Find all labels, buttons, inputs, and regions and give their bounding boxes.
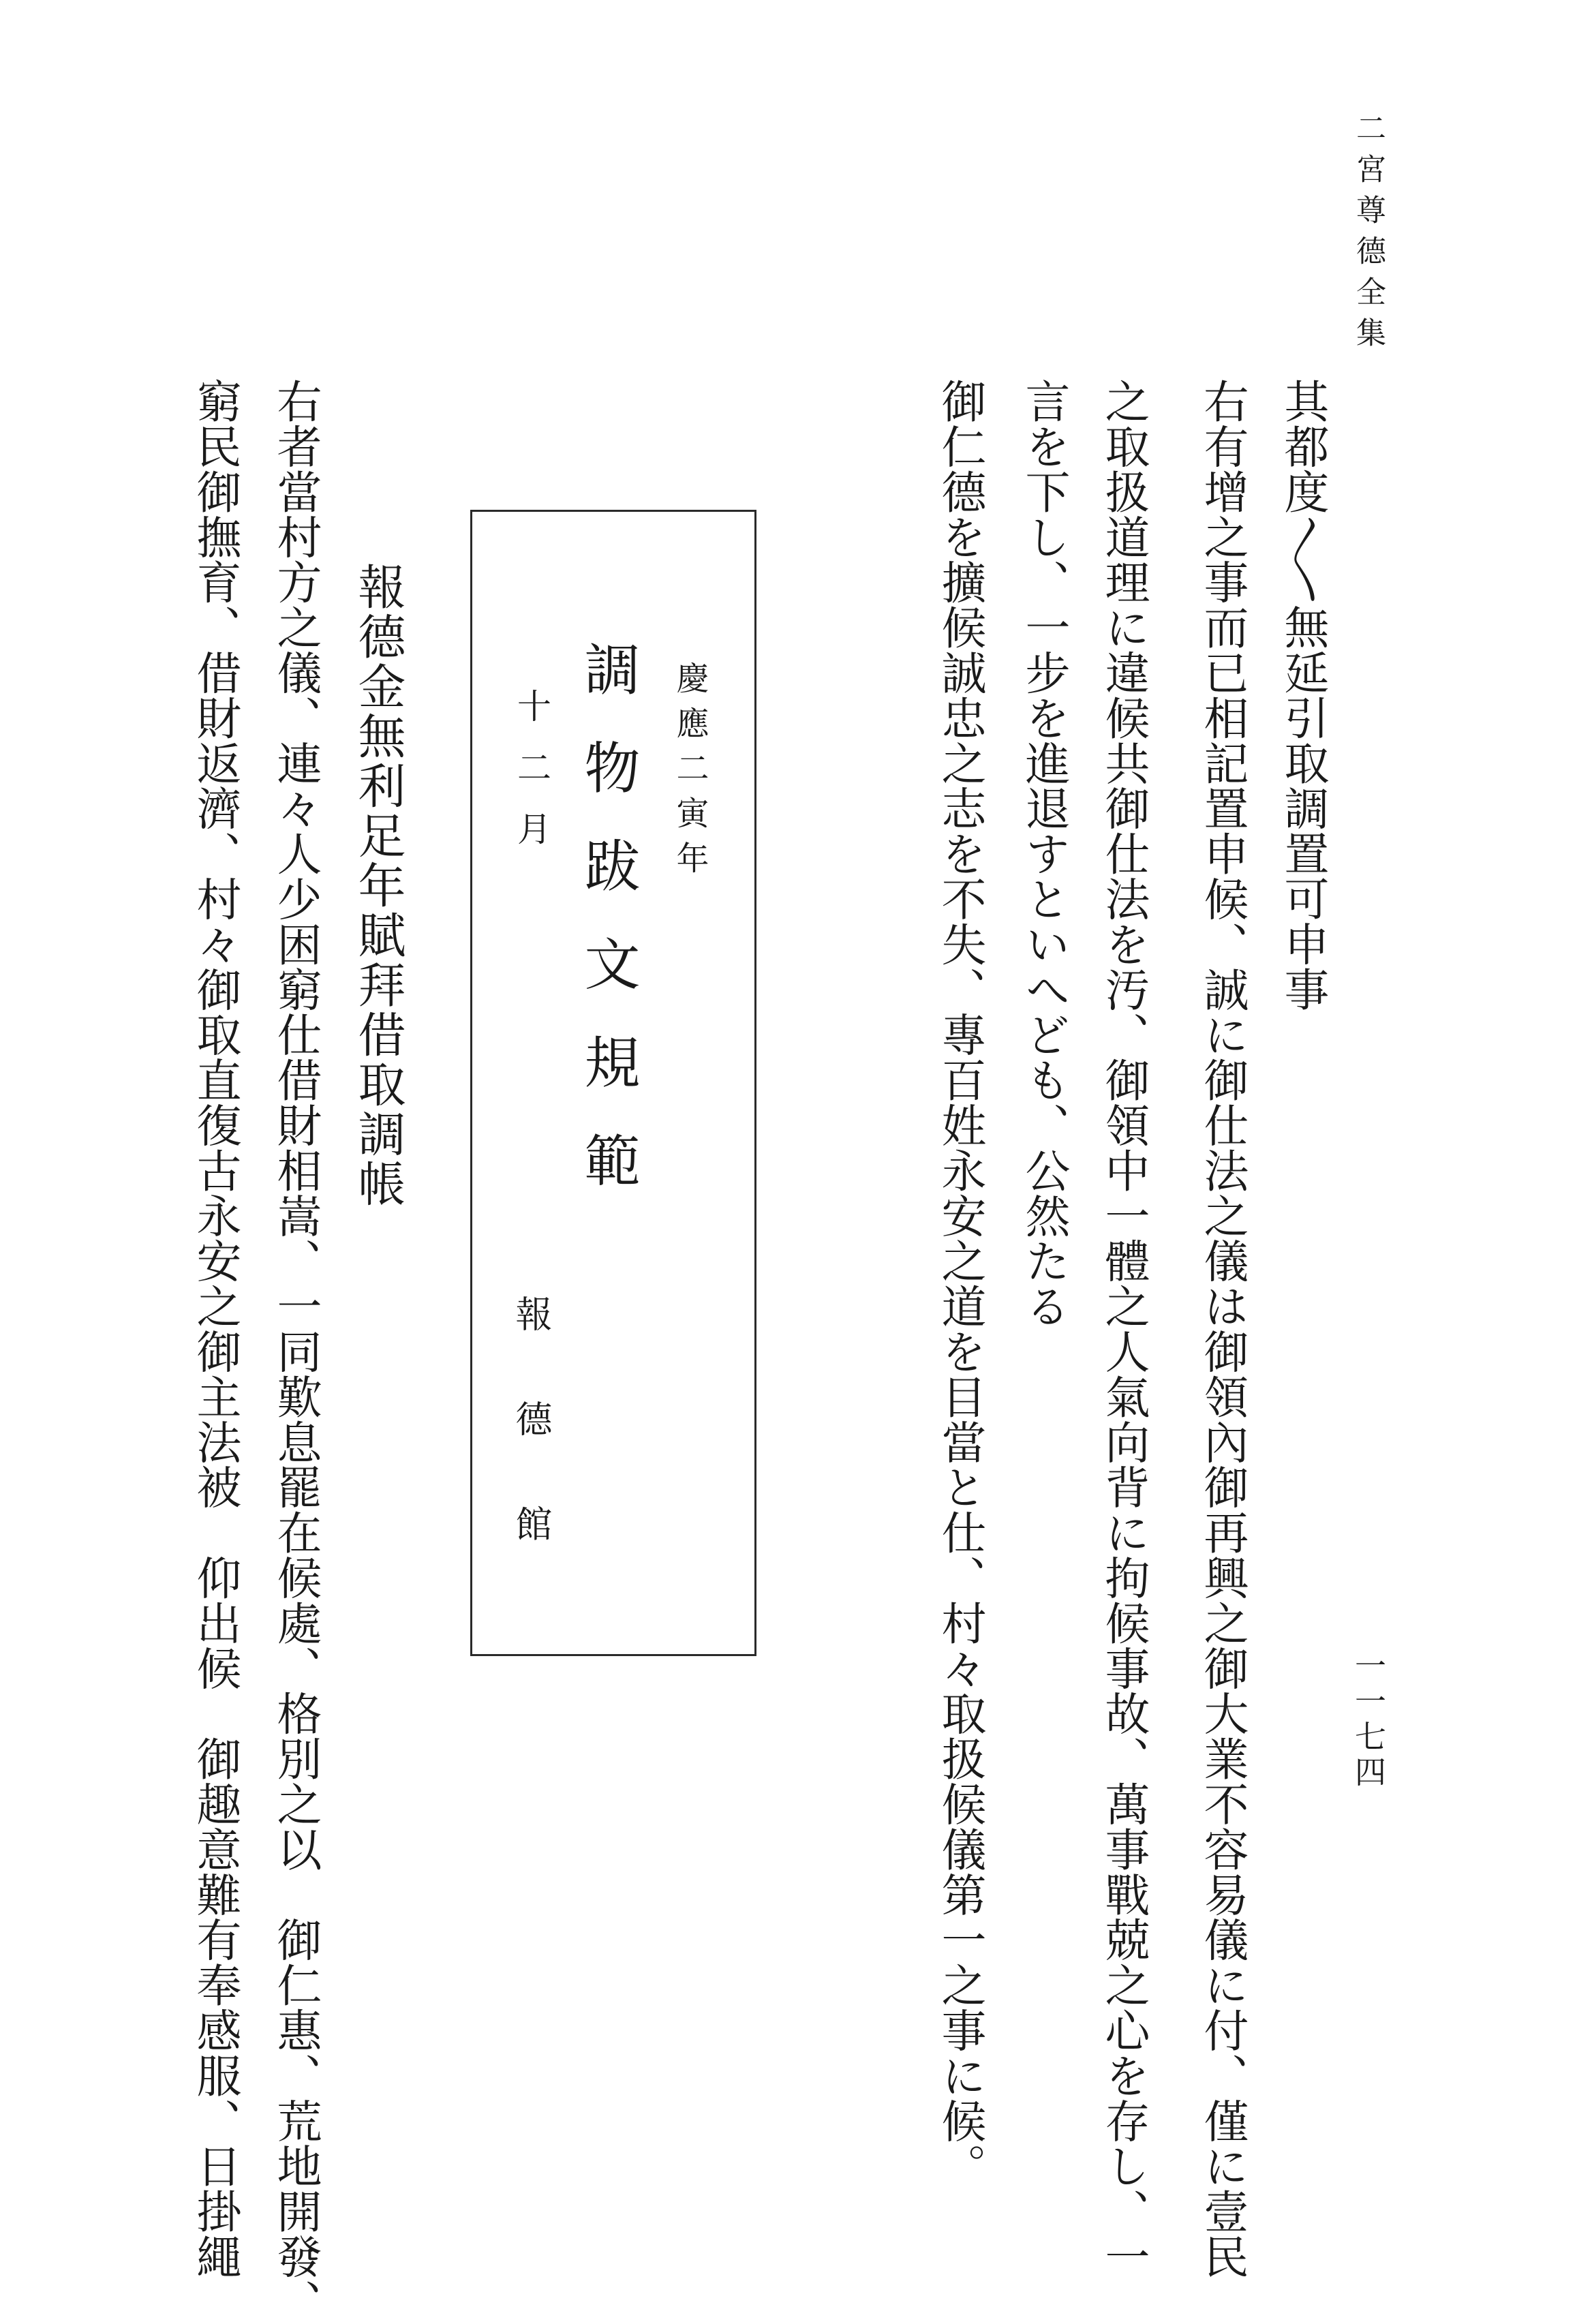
text-column-4: 言を下し、一步を進退すといへども、公然たる: [1017, 378, 1070, 1329]
text-column-1: 其都度〳〵無延引取調置可申事: [1276, 378, 1329, 1012]
text-column-3: 之取扱道理に違候共御仕法を汚、御領中一體之人氣向背に拘候事故、萬事戰兢之心を存し、一: [1097, 378, 1150, 2279]
text-column-2: 右有增之事而已相記置申候、誠に御仕法之儀は御領內御再興之御大業不容易儀に付、僅に壹民: [1196, 378, 1249, 2279]
text-column-5: 御仁德を擴候誠忠之志を不失、專百姓永安之道を目當と仕、村々取扱候儀第一之事に候。: [934, 378, 986, 2188]
book-month: 十二月: [512, 688, 551, 872]
running-title: 二宮尊德全集: [1351, 112, 1386, 358]
section-heading: 報德金無利足年賦拜借取調帳: [350, 562, 406, 1209]
section-column-1: 右者當村方之儀、連々人少困窮仕借財相嵩、一同歎息罷在候處、格別之以 御仁惠、荒地開發、: [269, 378, 322, 2324]
book-title: 調物跋文規範: [575, 641, 640, 1229]
book-era: 慶應二寅年: [671, 661, 709, 886]
page-number: 一一七四: [1350, 1649, 1387, 1791]
section-column-2: 窮民御撫育、借財返濟、村々御取直復古永安之御主法被 仰出候 御趣意難有奉感服、日掛繩: [189, 378, 241, 2279]
book-publisher: 報德館: [510, 1295, 553, 1610]
